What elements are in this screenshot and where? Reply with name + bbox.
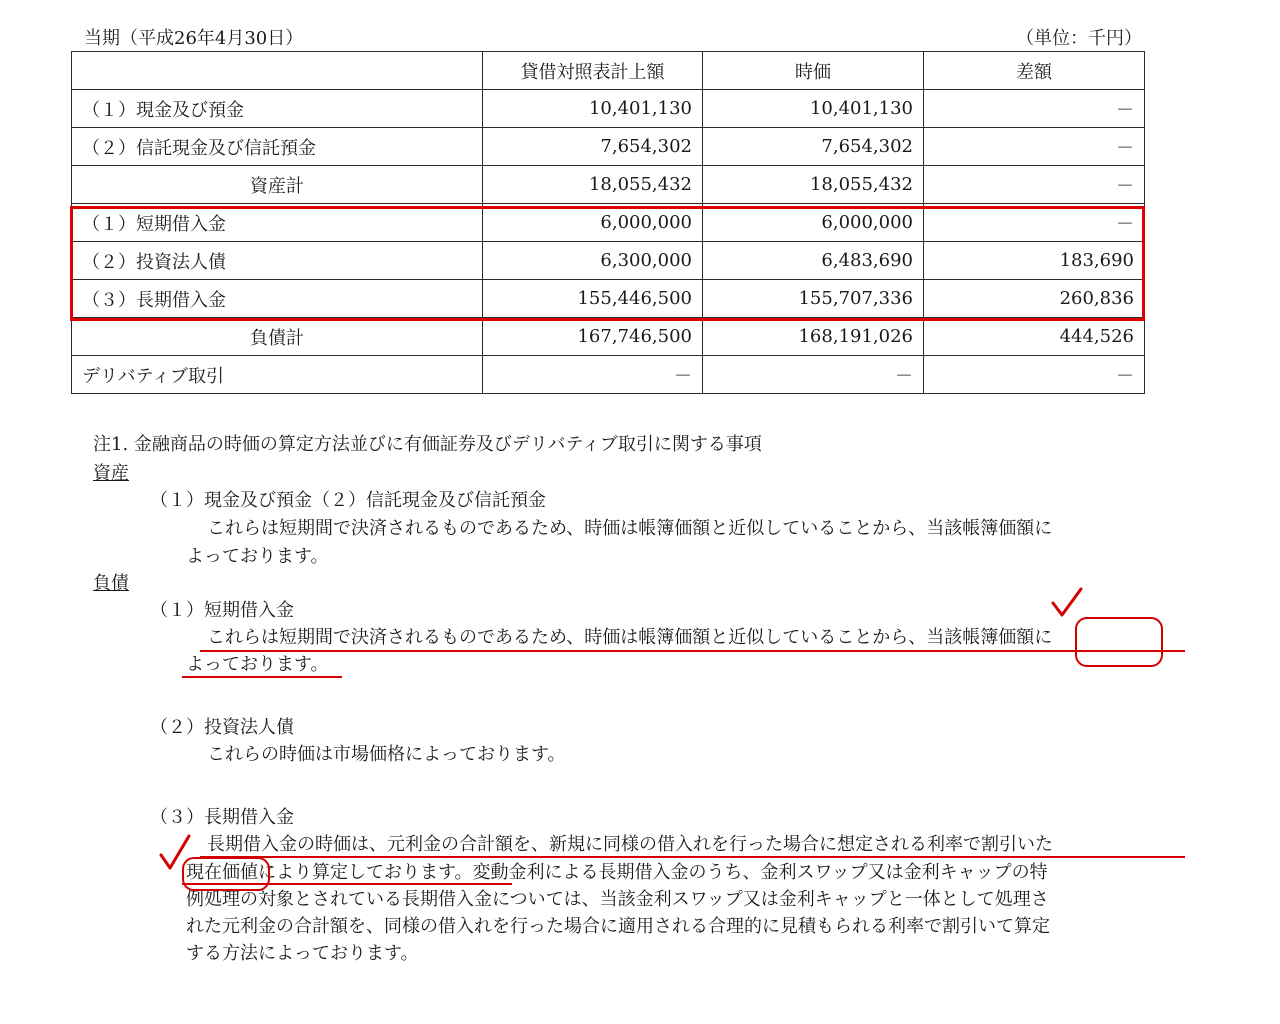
row-label: （２）信託現金及び信託預金 — [72, 128, 483, 166]
short-term-loan-text-line: これらは短期間で決済されるものであるため、時価は帳簿価額と近似していることから、当該帳簿価額に — [207, 627, 1053, 648]
row-label: （２）投資法人債 — [72, 242, 483, 280]
short-term-loan-title: （１）短期借入金 — [150, 600, 294, 621]
column-header-fair-value: 時価 — [703, 52, 924, 90]
checkmark-icon — [158, 833, 192, 873]
assets-text-line: よっております。 — [186, 546, 329, 567]
assets-heading: 資産 — [93, 463, 129, 484]
column-header-item — [72, 52, 483, 90]
long-term-loan-title: （３）長期借入金 — [150, 807, 294, 828]
fair-value-cell: 6,000,000 — [703, 204, 924, 242]
row-label: 負債計 — [72, 318, 483, 356]
table-row-total-assets — [72, 166, 1145, 204]
bond-text-line: これらの時価は市場価格によっております。 — [207, 744, 566, 765]
fair-value-cell: 7,654,302 — [703, 128, 924, 166]
table-row — [72, 356, 1145, 394]
row-label: （１）短期借入金 — [72, 204, 483, 242]
unit-label: （単位：千円） — [1016, 28, 1142, 49]
assets-text-line: これらは短期間で決済されるものであるため、時価は帳簿価額と近似していることから、当該帳簿価額に — [207, 518, 1053, 539]
book-value-cell: － — [483, 356, 703, 394]
row-label: デリバティブ取引 — [72, 356, 483, 394]
difference-cell: 183,690 — [924, 242, 1145, 280]
difference-cell: 260,836 — [924, 280, 1145, 318]
table-row — [72, 128, 1145, 166]
table-row — [72, 90, 1145, 128]
book-value-cell: 18,055,432 — [483, 166, 703, 204]
underline-annotation — [200, 856, 1185, 858]
long-term-loan-text-line: する方法によっております。 — [186, 943, 419, 964]
table-header-row — [72, 52, 1145, 90]
long-term-loan-text-line: れた元利金の合計額を、同様の借入れを行った場合に適用される合理的に見積もられる利率で割引いて算定 — [186, 916, 1050, 937]
difference-cell: － — [924, 166, 1145, 204]
column-header-difference: 差額 — [924, 52, 1145, 90]
fair-value-cell: 168,191,026 — [703, 318, 924, 356]
checkmark-icon — [1050, 586, 1084, 620]
underline-annotation — [200, 650, 1185, 652]
fair-value-cell: 18,055,432 — [703, 166, 924, 204]
fair-value-cell: 10,401,130 — [703, 90, 924, 128]
book-value-cell: 6,300,000 — [483, 242, 703, 280]
difference-cell: － — [924, 128, 1145, 166]
underline-annotation — [182, 676, 342, 678]
long-term-loan-text-line: 長期借入金の時価は、元利金の合計額を、新規に同様の借入れを行った場合に想定される利率で割引いた — [207, 834, 1053, 855]
difference-cell: － — [924, 90, 1145, 128]
assets-item-title: （１）現金及び預金（２）信託現金及び信託預金 — [150, 490, 546, 511]
table-row-total-liabilities — [72, 318, 1145, 356]
fair-value-cell: － — [703, 356, 924, 394]
book-value-cell: 10,401,130 — [483, 90, 703, 128]
liabilities-highlight-box — [70, 206, 1145, 321]
book-value-cell: 167,746,500 — [483, 318, 703, 356]
row-label: （１）現金及び預金 — [72, 90, 483, 128]
column-header-book-value: 貸借対照表計上額 — [483, 52, 703, 90]
fair-value-cell: 155,707,336 — [703, 280, 924, 318]
long-term-loan-text-line: 現在価値により算定しております。変動金利による長期借入金のうち、金利スワップ又は金利キャップの特 — [186, 862, 1048, 883]
book-value-cell: 6,000,000 — [483, 204, 703, 242]
liabilities-heading: 負債 — [93, 573, 129, 594]
difference-cell: － — [924, 356, 1145, 394]
period-label: 当期（平成26年4月30日） — [84, 28, 304, 49]
long-term-loan-text-line: 例処理の対象とされている長期借入金については、当該金利スワップ又は金利キャップと一体として処理さ — [186, 889, 1049, 910]
row-label: 資産計 — [72, 166, 483, 204]
bond-title: （２）投資法人債 — [150, 717, 294, 738]
row-label: （３）長期借入金 — [72, 280, 483, 318]
book-value-cell: 7,654,302 — [483, 128, 703, 166]
book-value-cell: 155,446,500 — [483, 280, 703, 318]
circle-annotation — [1075, 617, 1163, 667]
difference-cell: － — [924, 204, 1145, 242]
fair-value-cell: 6,483,690 — [703, 242, 924, 280]
short-term-loan-text-line: よっております。 — [186, 654, 329, 675]
circle-annotation — [182, 857, 270, 891]
difference-cell: 444,526 — [924, 318, 1145, 356]
notes-title: 注1. 金融商品の時価の算定方法並びに有価証券及びデリバティブ取引に関する事項 — [93, 434, 762, 455]
